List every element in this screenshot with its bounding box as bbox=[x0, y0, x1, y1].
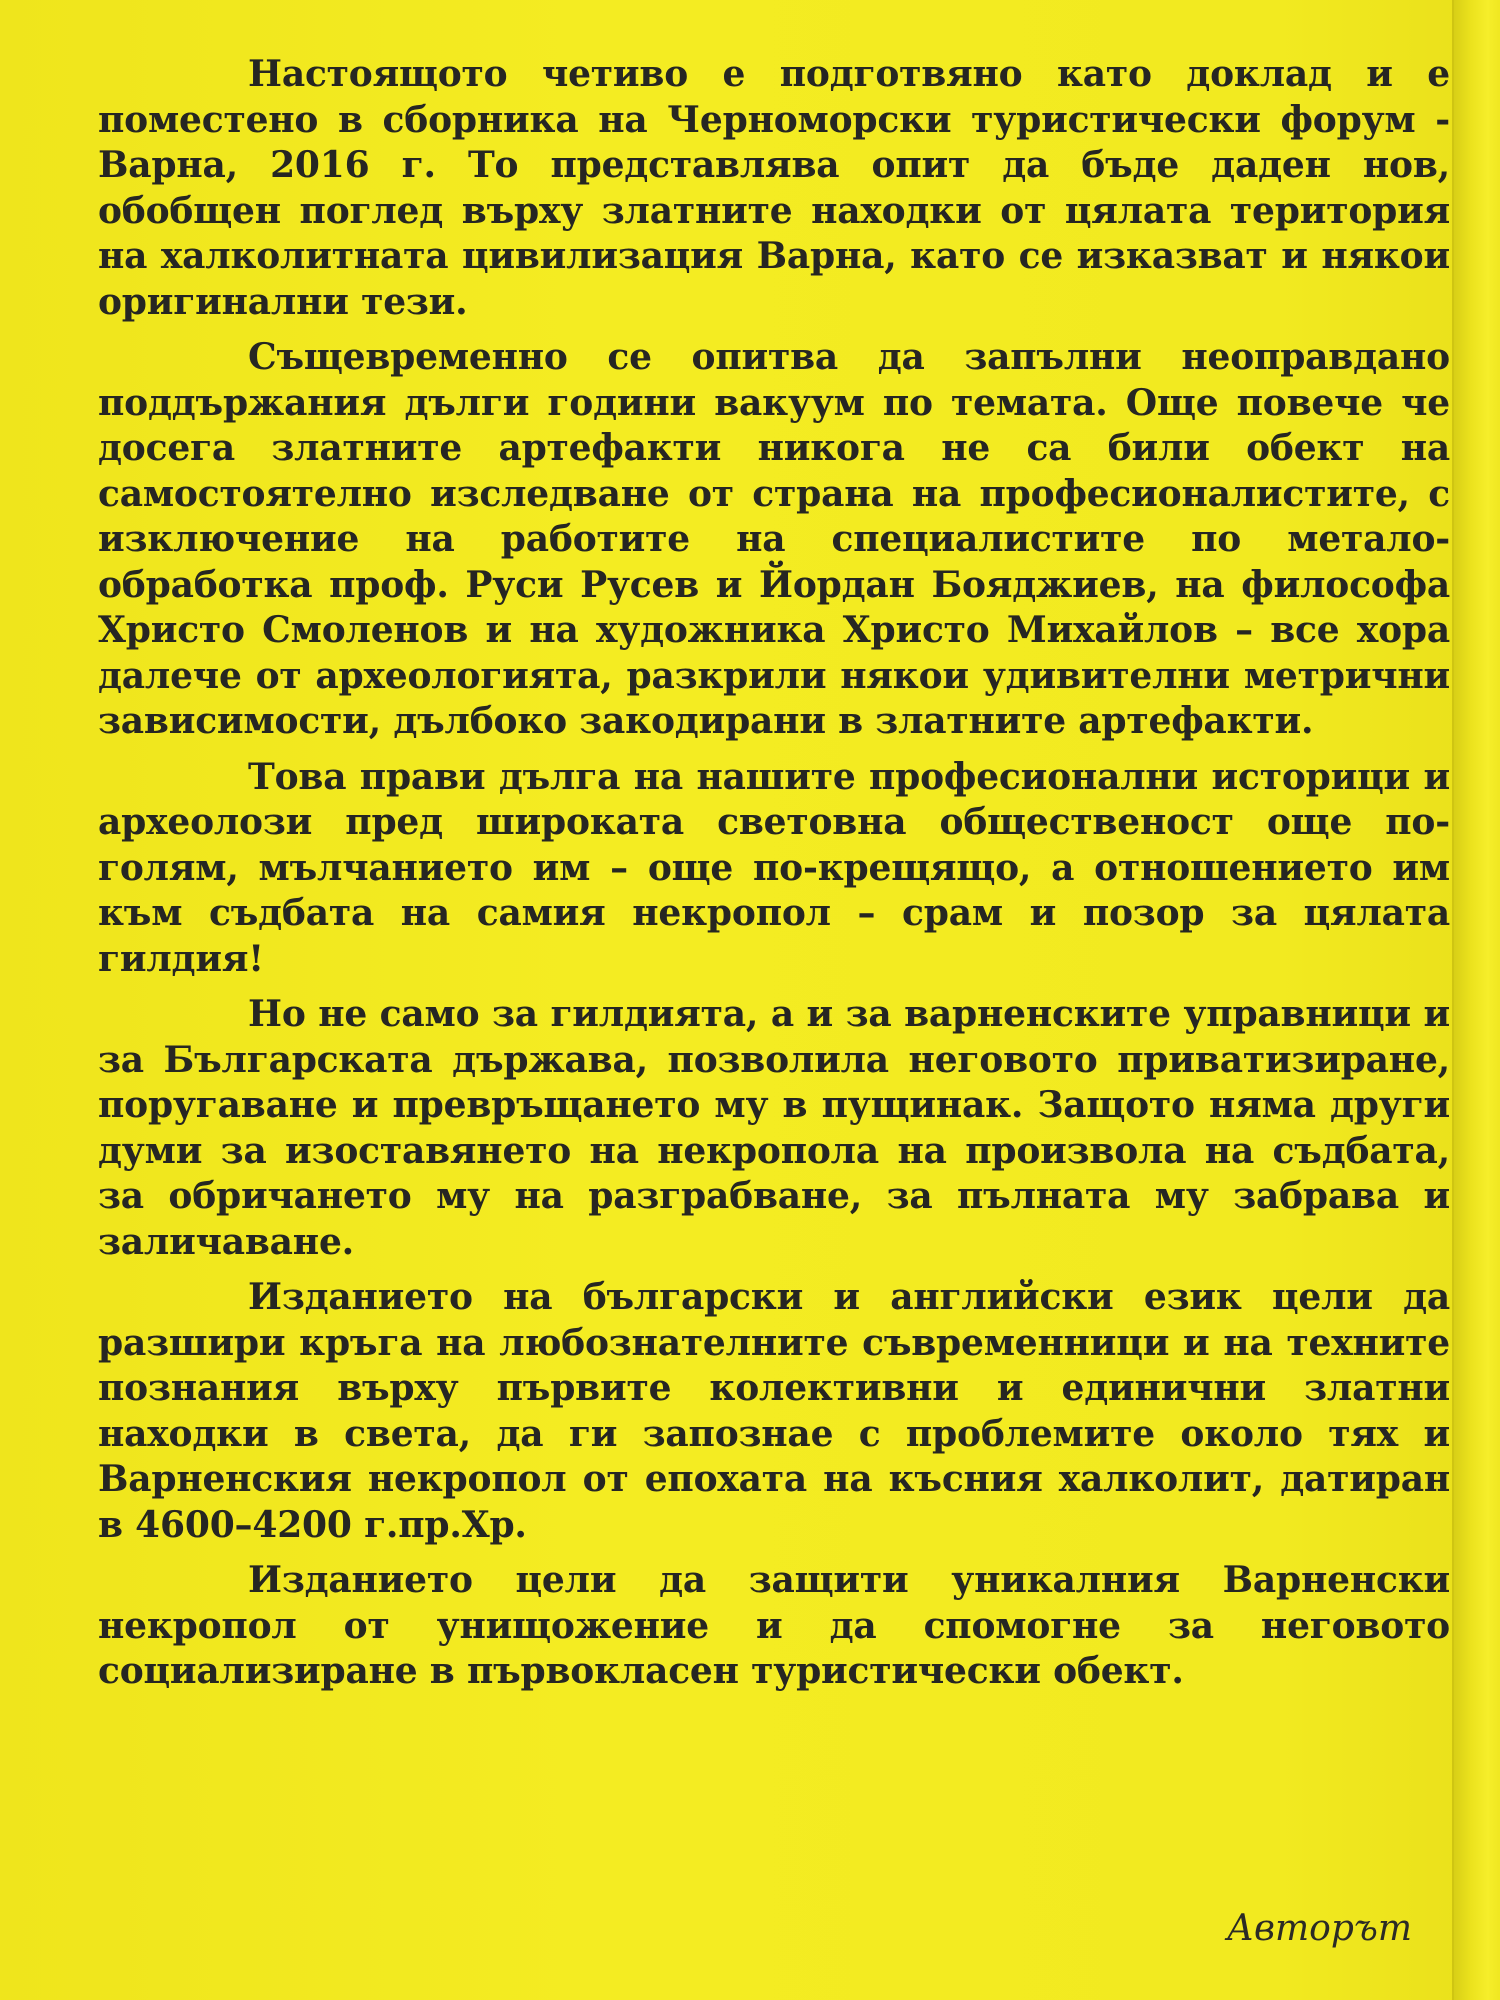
paragraph-5: Изданието на български и английски език цели да разшири кръга на любознателните съвременници и на техните познания върху първите колективни и единични златни находки в света, да ги запознае с проблемите около тях и Варненския некропол от епохата на късния халколит, датиран в 4600–4200 г.пр.Хр. bbox=[98, 1276, 1450, 1546]
paragraph-3: Това прави дълга на нашите професионални историци и археолози пред широката световна общественост още по-голям, мълчанието им – още по-крещящо, а отношението им към съдбата на самия некропол – срам и позор за цялата гилдия! bbox=[98, 755, 1450, 980]
cover-text-block bbox=[98, 52, 1450, 1695]
book-spine bbox=[1452, 0, 1500, 2000]
paragraph-2: Същевременно се опитва да запълни неоправдано поддържания дълги години вакуум по темата. Още повече че досега златните артефакти никога не са били обект на самостоятелно изследване от страна на професионалистите, с изключение на работите на специалистите по метало-обработка проф. Руси Русев и Йордан Бояджиев, на философа Христо Смоленов и на художника Христо Михайлов – все хора далече от археологията, разкрили някои удивителни метрични зависимости, дълбоко закодирани в златните артефакти. bbox=[98, 336, 1450, 742]
paragraph-6: Изданието цели да защити уникалния Варненски некропол от унищожение и да спомогне за неговото социализиране в първокласен туристически обект. bbox=[98, 1559, 1450, 1692]
author-signature: Авторът bbox=[1226, 1908, 1412, 1949]
paragraph-1: Настоящото четиво е подготвяно като доклад и е поместено в сборника на Черноморски туристически форум - Варна, 2016 г. То представлява опит да бъде даден нов, обобщен поглед върху златните находки от цялата територия на халколитната цивилизация Варна, като се изказват и някои оригинални тези. bbox=[98, 53, 1450, 323]
paragraph-4: Но не само за гилдията, а и за варненските управници и за Българската държава, позволила неговото приватизиране, поругаване и превръщането му в пущинак. Защото няма други думи за изоставянето на некропола на произвола на съдбата, за обричането му на разграбване, за пълната му забрава и заличаване. bbox=[98, 993, 1450, 1263]
